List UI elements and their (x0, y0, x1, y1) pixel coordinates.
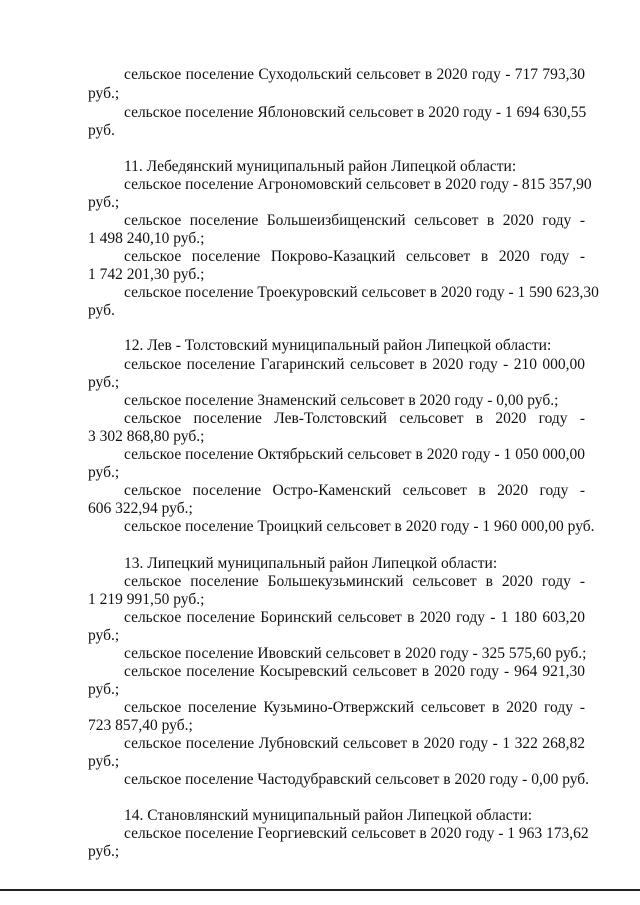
text-line: сельское поселение Лубновский сельсовет в 2020 году - 1 322 268,82 (124, 735, 585, 752)
text-line: 1 498 240,10 руб.; (88, 230, 205, 247)
text-line: руб.; (88, 843, 120, 860)
section-heading: 13. Липецкий муниципальный район Липецкой области: (124, 555, 498, 572)
section-heading: 14. Становлянский муниципальный район Липецкой области: (124, 807, 533, 824)
text-line: руб. (88, 122, 115, 139)
text-line: руб. (88, 302, 115, 319)
text-line: сельское поселение Гагаринский сельсовет в 2020 году - 210 000,00 (124, 356, 585, 373)
text-line: сельское поселение Суходольский сельсовет в 2020 году - 717 793,30 (124, 66, 585, 83)
section-heading: 12. Лев - Толстовский муниципальный район Липецкой области: (124, 337, 552, 354)
text-line: сельское поселение Знаменский сельсовет в 2020 году - 0,00 руб.; (124, 392, 559, 409)
text-line: руб.; (88, 85, 120, 102)
text-line: 723 857,40 руб.; (88, 717, 193, 734)
text-line: руб.; (88, 753, 120, 770)
text-line: руб.; (88, 194, 120, 211)
text-line: сельское поселение Боринский сельсовет в 2020 году - 1 180 603,20 (124, 609, 585, 626)
text-line: 1 742 201,30 руб.; (88, 266, 205, 283)
text-line: 1 219 991,50 руб.; (88, 591, 205, 608)
text-line: сельское поселение Агрономовский сельсовет в 2020 году - 815 357,90 (124, 176, 592, 193)
text-line: сельское поселение Частодубравский сельсовет в 2020 году - 0,00 руб. (124, 771, 590, 788)
text-line: руб.; (88, 681, 120, 698)
text-line: руб.; (88, 627, 120, 644)
text-line: руб.; (88, 464, 120, 481)
section-heading: 11. Лебедянский муниципальный район Липецкой области: (124, 158, 517, 175)
text-line: сельское поселение Кузьмино-Отвержский сельсовет в 2020 году - (124, 699, 585, 716)
text-line: сельское поселение Большеизбищенский сельсовет в 2020 году - (124, 212, 585, 229)
text-line: 3 302 868,80 руб.; (88, 428, 205, 445)
text-line: сельское поселение Яблоновский сельсовет в 2020 году - 1 694 630,55 (124, 104, 587, 121)
text-line: сельское поселение Октябрьский сельсовет в 2020 году - 1 050 000,00 (124, 446, 585, 463)
text-line: сельское поселение Остро-Каменский сельсовет в 2020 году - (124, 482, 585, 499)
text-line: сельское поселение Лев-Толстовский сельсовет в 2020 году - (124, 410, 585, 427)
text-line: сельское поселение Троицкий сельсовет в 2020 году - 1 960 000,00 руб. (124, 518, 595, 535)
text-line: 606 322,94 руб.; (88, 500, 193, 517)
text-line: сельское поселение Ивовский сельсовет в 2020 году - 325 575,60 руб.; (124, 645, 587, 662)
text-line: сельское поселение Большекузьминский сельсовет в 2020 году - (124, 573, 585, 590)
text-line: сельское поселение Покрово-Казацкий сельсовет в 2020 году - (124, 248, 585, 265)
text-line: сельское поселение Георгиевский сельсовет в 2020 году - 1 963 173,62 (124, 825, 589, 842)
text-line: сельское поселение Косыревский сельсовет в 2020 году - 964 921,30 (124, 663, 585, 680)
text-line: сельское поселение Троекуровский сельсовет в 2020 году - 1 590 623,30 (124, 284, 599, 301)
text-line: руб.; (88, 374, 120, 391)
page-bottom-rule (0, 889, 640, 891)
